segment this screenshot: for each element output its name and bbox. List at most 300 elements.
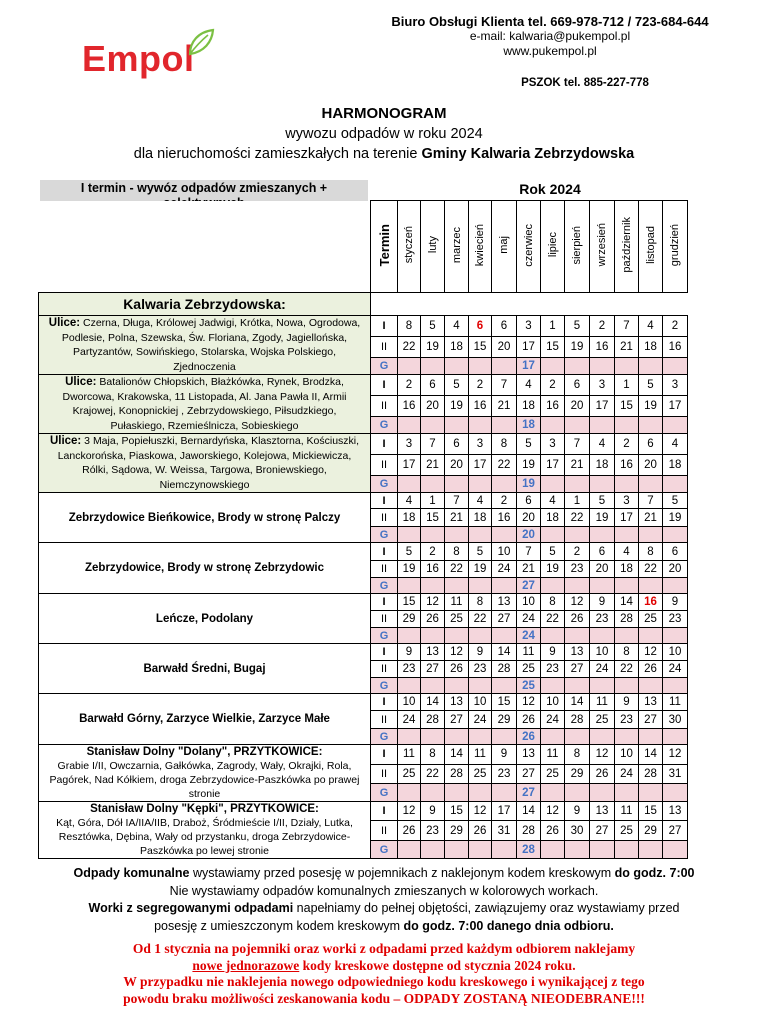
date-cell: 29 <box>398 611 421 628</box>
date-cell: 13 <box>421 644 445 661</box>
schedule-table <box>38 200 688 859</box>
date-cell <box>445 628 469 644</box>
date-cell: 22 <box>445 561 469 578</box>
date-cell: 24 <box>615 764 639 784</box>
date-cell: 2 <box>565 543 590 561</box>
date-cell <box>492 628 517 644</box>
date-cell: 17 <box>469 454 492 475</box>
date-cell: 12 <box>541 802 565 821</box>
date-cell <box>541 578 565 594</box>
area-title: Stanisław Dolny "Dolany", PRZYTKOWICE: <box>86 746 323 758</box>
date-cell: 8 <box>565 745 590 765</box>
date-cell: 5 <box>663 493 688 509</box>
date-cell: 9 <box>469 644 492 661</box>
date-cell <box>469 578 492 594</box>
term-header <box>371 201 398 293</box>
date-cell: 16 <box>639 594 663 611</box>
date-cell <box>469 527 492 543</box>
date-cell: 25 <box>517 678 541 694</box>
date-cell <box>469 678 492 694</box>
date-cell: 26 <box>639 661 663 678</box>
area-title: Zebrzydowice Bieńkowice, Brody w stronę Palczy <box>68 511 341 524</box>
date-cell: 17 <box>615 509 639 527</box>
date-cell: 9 <box>541 644 565 661</box>
year-label: Rok 2024 <box>519 181 581 197</box>
term-label: G <box>371 416 398 434</box>
date-cell: 16 <box>492 509 517 527</box>
month-label: lipiec <box>546 232 559 258</box>
month-label: październik <box>620 217 633 273</box>
date-cell: 18 <box>590 454 615 475</box>
date-cell: 21 <box>421 454 445 475</box>
date-cell <box>492 841 517 859</box>
date-cell: 9 <box>421 802 445 821</box>
date-cell: 23 <box>398 661 421 678</box>
date-cell: 9 <box>398 644 421 661</box>
date-cell: 12 <box>517 694 541 711</box>
date-cell <box>492 729 517 745</box>
date-cell: 22 <box>541 611 565 628</box>
area-cell <box>39 644 371 694</box>
date-cell: 6 <box>469 316 492 337</box>
date-cell: 6 <box>445 434 469 455</box>
barcode-warning <box>20 941 748 1007</box>
schedule-row-i <box>39 694 688 711</box>
date-cell: 20 <box>565 395 590 416</box>
date-cell: 16 <box>663 337 688 358</box>
pszok-phone: PSZOK tel. 885-227-778 <box>521 77 649 89</box>
date-cell: 23 <box>565 561 590 578</box>
date-cell: 14 <box>639 745 663 765</box>
date-cell: 18 <box>469 509 492 527</box>
date-cell <box>590 678 615 694</box>
date-cell: 10 <box>590 644 615 661</box>
date-cell: 12 <box>565 594 590 611</box>
schedule-row-i <box>39 745 688 765</box>
date-cell <box>445 729 469 745</box>
date-cell <box>541 841 565 859</box>
month-header <box>590 201 615 293</box>
month-label: sierpień <box>571 225 583 265</box>
date-cell: 12 <box>421 594 445 611</box>
term-label: I <box>371 316 398 337</box>
date-cell: 27 <box>639 711 663 729</box>
date-cell <box>663 475 688 493</box>
date-cell: 8 <box>492 434 517 455</box>
date-cell: 11 <box>469 745 492 765</box>
date-cell <box>590 358 615 375</box>
date-cell: 18 <box>445 337 469 358</box>
date-cell: 8 <box>615 644 639 661</box>
date-cell <box>398 578 421 594</box>
date-cell: 4 <box>615 543 639 561</box>
date-cell <box>639 527 663 543</box>
month-label: styczeń <box>403 226 415 264</box>
date-cell: 29 <box>639 821 663 841</box>
area-title: Barwałd Średni, Bugaj <box>143 662 266 675</box>
date-cell: 8 <box>398 316 421 337</box>
date-cell: 2 <box>615 434 639 455</box>
date-cell: 26 <box>590 764 615 784</box>
date-cell <box>398 841 421 859</box>
date-cell: 6 <box>517 493 541 509</box>
date-cell: 19 <box>421 337 445 358</box>
date-cell <box>615 358 639 375</box>
date-cell: 31 <box>492 821 517 841</box>
date-cell: 28 <box>639 764 663 784</box>
date-cell: 13 <box>492 594 517 611</box>
date-cell <box>398 475 421 493</box>
note-2: Nie wystawiamy odpadów komunalnych zmieszanych w kolorowych workach. <box>169 883 599 898</box>
date-cell <box>663 416 688 434</box>
date-cell: 27 <box>517 578 541 594</box>
area-streets: 3 Maja, Popiełuszki, Bernardyńska, Klasztorna, Kościuszki, Lanckorońska, Piaskowa, Jaworskiego, Kolejowa, Mickiewicza, Rólki, Sądowa, W. Weissa, Targowa, Broniewskiego, Niemczynowskiego <box>57 435 360 491</box>
area-cell <box>39 594 371 644</box>
date-cell: 25 <box>615 821 639 841</box>
date-cell <box>492 578 517 594</box>
date-cell: 29 <box>445 821 469 841</box>
date-cell: 18 <box>517 416 541 434</box>
term-label: II <box>371 611 398 628</box>
date-cell <box>469 416 492 434</box>
date-cell: 19 <box>445 395 469 416</box>
area-cell <box>39 802 371 859</box>
term-label: G <box>371 784 398 802</box>
date-cell: 20 <box>445 454 469 475</box>
date-cell: 20 <box>517 509 541 527</box>
area-lead: Ulice: <box>48 317 81 329</box>
date-cell <box>639 475 663 493</box>
date-cell: 10 <box>398 694 421 711</box>
date-cell <box>565 628 590 644</box>
term-label: II <box>371 711 398 729</box>
date-cell <box>615 678 639 694</box>
date-cell <box>663 628 688 644</box>
area-streets: Czerna, Długa, Królowej Jadwigi, Krótka, Nowa, Ogrodowa, Podlesie, Polna, Szewska, Św. Floriana, Zgody, Jagiellońska, Partyzantów, Sowińskiego, Stolarska, Wojska Polskiego, Zjednoczenia <box>61 317 361 373</box>
date-cell: 6 <box>565 375 590 396</box>
date-cell: 25 <box>517 661 541 678</box>
date-cell <box>398 729 421 745</box>
date-cell: 9 <box>590 594 615 611</box>
warning-line-1: Od 1 stycznia na pojemniki oraz worki z odpadami przed każdym odbiorem naklejamy <box>132 941 636 956</box>
area-streets: Batalionów Chłopskich, Błażkówka, Rynek, Brodzka, Dworcowa, Krakowska, 11 Listopada, Al. Jana Pawła II, Armii Krajowej, Konopnickiej , Zebrzydowskiego, Piłsudzkiego, Pułaskiego, Rzemieślnicza, Sobieskiego <box>62 376 347 432</box>
date-cell <box>590 729 615 745</box>
date-cell <box>492 784 517 802</box>
date-cell <box>565 527 590 543</box>
date-cell: 27 <box>565 661 590 678</box>
date-cell <box>492 358 517 375</box>
date-cell: 18 <box>398 509 421 527</box>
date-cell: 26 <box>445 661 469 678</box>
date-cell <box>590 841 615 859</box>
month-label: czerwiec <box>522 223 535 267</box>
date-cell: 27 <box>517 784 541 802</box>
email: e-mail: kalwaria@pukempol.pl <box>469 29 631 43</box>
term-label: II <box>371 764 398 784</box>
date-cell: 1 <box>615 375 639 396</box>
date-cell: 12 <box>590 745 615 765</box>
date-cell: 11 <box>445 594 469 611</box>
month-header <box>469 201 492 293</box>
date-cell: 13 <box>445 694 469 711</box>
location-header-row <box>39 293 688 316</box>
date-cell <box>492 527 517 543</box>
date-cell: 9 <box>565 802 590 821</box>
date-cell: 24 <box>517 628 541 644</box>
term-label: I <box>371 375 398 396</box>
date-cell <box>492 416 517 434</box>
date-cell: 22 <box>492 454 517 475</box>
warning-line-2: nowe jednorazowe kody kreskowe dostępne od stycznia 2024 roku. <box>192 957 576 973</box>
term-label: G <box>371 729 398 745</box>
date-cell <box>639 784 663 802</box>
term-header-text: Termin <box>376 223 392 267</box>
term-label: I <box>371 434 398 455</box>
date-cell: 23 <box>469 661 492 678</box>
area-title: Zebrzydowice, Brody w stronę Zebrzydowic <box>85 562 324 574</box>
date-cell: 25 <box>445 611 469 628</box>
warning-line-3: W przypadku nie naklejenia nowego odpowiedniego kodu kreskowego i wynikającej z tego <box>123 974 645 989</box>
date-cell: 6 <box>663 543 688 561</box>
date-cell: 25 <box>541 764 565 784</box>
date-cell: 10 <box>615 745 639 765</box>
date-cell: 1 <box>565 493 590 509</box>
date-cell <box>663 784 688 802</box>
date-cell: 23 <box>590 611 615 628</box>
date-cell: 2 <box>541 375 565 396</box>
date-cell: 12 <box>445 644 469 661</box>
date-cell: 18 <box>663 454 688 475</box>
title-area: dla nieruchomości zamieszkałych na terenie Gminy Kalwaria Zebrzydowska <box>133 146 635 162</box>
date-cell: 4 <box>541 493 565 509</box>
date-cell: 13 <box>663 802 688 821</box>
schedule-row-i <box>39 375 688 396</box>
date-cell: 15 <box>615 395 639 416</box>
date-cell: 15 <box>398 594 421 611</box>
date-cell: 16 <box>421 561 445 578</box>
schedule-row-i <box>39 543 688 561</box>
area-title: Leńcze, Podolany <box>155 612 254 625</box>
date-cell: 21 <box>565 454 590 475</box>
area-subtitle: Grabie I/II, Owczarnia, Gałkówka, Zagrody, Wały, Okrajki, Rola, Pagórek, Nad Kółkiem, droga Zebrzydowice-Paszkówka po prawej stronie <box>49 760 360 800</box>
date-cell <box>469 358 492 375</box>
date-cell: 26 <box>469 821 492 841</box>
date-cell <box>565 578 590 594</box>
date-cell: 18 <box>541 509 565 527</box>
date-cell: 29 <box>565 764 590 784</box>
date-cell <box>541 475 565 493</box>
date-cell: 26 <box>541 821 565 841</box>
term-label: I <box>371 493 398 509</box>
date-cell: 16 <box>541 395 565 416</box>
customer-service-phone: Biuro Obsługi Klienta tel. 669-978-712 / 723-684-644 <box>391 14 709 29</box>
date-cell: 22 <box>398 337 421 358</box>
area-cell <box>39 745 371 802</box>
date-cell: 11 <box>398 745 421 765</box>
term-label: I <box>371 594 398 611</box>
date-cell: 17 <box>590 395 615 416</box>
header-row <box>39 201 688 293</box>
schedule-row-i <box>39 594 688 611</box>
date-cell: 19 <box>517 475 541 493</box>
date-cell: 8 <box>445 543 469 561</box>
term-label: G <box>371 358 398 375</box>
date-cell <box>639 578 663 594</box>
area-lead: Ulice: <box>65 376 97 388</box>
date-cell: 11 <box>615 802 639 821</box>
date-cell: 16 <box>398 395 421 416</box>
date-cell: 8 <box>639 543 663 561</box>
date-cell: 5 <box>590 493 615 509</box>
date-cell: 17 <box>492 802 517 821</box>
date-cell: 5 <box>398 543 421 561</box>
date-cell: 18 <box>639 337 663 358</box>
date-cell: 20 <box>492 337 517 358</box>
empol-logo <box>82 38 195 80</box>
date-cell: 14 <box>517 802 541 821</box>
date-cell: 14 <box>565 694 590 711</box>
date-cell: 15 <box>541 337 565 358</box>
date-cell: 25 <box>639 611 663 628</box>
date-cell <box>469 784 492 802</box>
date-cell: 13 <box>565 644 590 661</box>
date-cell: 9 <box>492 745 517 765</box>
schedule-row-i <box>39 316 688 337</box>
term-label: II <box>371 509 398 527</box>
date-cell <box>421 527 445 543</box>
title-main: HARMONOGRAM <box>321 105 447 122</box>
location-header: Kalwaria Zebrzydowska: <box>39 293 371 316</box>
date-cell: 2 <box>590 316 615 337</box>
date-cell: 2 <box>469 375 492 396</box>
date-cell <box>421 841 445 859</box>
date-cell <box>639 678 663 694</box>
date-cell: 11 <box>517 644 541 661</box>
date-cell: 26 <box>565 611 590 628</box>
date-cell: 14 <box>615 594 639 611</box>
term-label: I <box>371 802 398 821</box>
date-cell: 20 <box>421 395 445 416</box>
date-cell: 28 <box>445 764 469 784</box>
date-cell <box>445 416 469 434</box>
date-cell <box>639 358 663 375</box>
date-cell <box>492 678 517 694</box>
date-cell: 4 <box>445 316 469 337</box>
date-cell: 3 <box>615 493 639 509</box>
date-cell: 7 <box>565 434 590 455</box>
term-label: II <box>371 661 398 678</box>
date-cell: 3 <box>663 375 688 396</box>
area-lead: Ulice: <box>49 435 82 447</box>
date-cell: 24 <box>492 561 517 578</box>
date-cell: 28 <box>492 661 517 678</box>
date-cell <box>469 475 492 493</box>
legend-term-1: I termin - wywóz odpadów zmieszanych + <box>40 180 368 214</box>
note-4: posesję z umieszczonym kodem kreskowym do godz. 7:00 danego dnia odbioru. <box>154 918 614 933</box>
date-cell: 11 <box>663 694 688 711</box>
date-cell: 30 <box>565 821 590 841</box>
date-cell: 27 <box>590 821 615 841</box>
leaf-icon <box>186 28 216 56</box>
date-cell <box>590 527 615 543</box>
date-cell <box>421 784 445 802</box>
month-label: kwiecień <box>474 223 486 267</box>
date-cell: 22 <box>639 561 663 578</box>
date-cell: 17 <box>517 358 541 375</box>
area-title: Barwałd Górny, Zarzyce Wielkie, Zarzyce Małe <box>79 713 330 725</box>
term-label: G <box>371 475 398 493</box>
date-cell <box>398 358 421 375</box>
date-cell <box>445 841 469 859</box>
date-cell <box>590 628 615 644</box>
date-cell: 21 <box>615 337 639 358</box>
date-cell: 12 <box>398 802 421 821</box>
date-cell: 9 <box>615 694 639 711</box>
schedule-row-i <box>39 802 688 821</box>
date-cell: 14 <box>445 745 469 765</box>
date-cell: 19 <box>398 561 421 578</box>
date-cell <box>492 475 517 493</box>
date-cell: 7 <box>492 375 517 396</box>
date-cell: 27 <box>663 821 688 841</box>
date-cell: 20 <box>663 561 688 578</box>
area-cell <box>39 316 371 375</box>
month-header <box>517 201 541 293</box>
date-cell: 8 <box>541 594 565 611</box>
month-header <box>663 201 688 293</box>
logo-text: Empol <box>82 38 195 79</box>
date-cell: 5 <box>469 543 492 561</box>
area-subtitle: Kąt, Góra, Dół IA/IIA/IIB, Draboż, Śródmieście I/II, Działy, Lutka, Resztówka, Dębina, Wały od przystanku, droga Zebrzydowice-Paszkówka po lewej stronie <box>56 817 353 857</box>
date-cell: 22 <box>469 611 492 628</box>
date-cell: 27 <box>492 611 517 628</box>
date-cell: 28 <box>565 711 590 729</box>
month-header <box>398 201 421 293</box>
date-cell <box>541 416 565 434</box>
area-cell <box>39 375 371 434</box>
date-cell <box>590 578 615 594</box>
date-cell: 31 <box>663 764 688 784</box>
warning-line-4: powodu braku możliwości zeskanowania kodu – ODPADY ZOSTANĄ NIEODEBRANE!!! <box>123 990 645 1006</box>
date-cell: 3 <box>590 375 615 396</box>
date-cell: 26 <box>421 611 445 628</box>
header-blank <box>39 201 371 293</box>
date-cell: 15 <box>421 509 445 527</box>
note-1: Odpady komunalne wystawiamy przed posesję w pojemnikach z naklejonym kodem kreskowym do godz. 7:00 <box>73 866 695 880</box>
date-cell: 23 <box>615 711 639 729</box>
month-header <box>541 201 565 293</box>
date-cell: 25 <box>398 764 421 784</box>
date-cell: 26 <box>398 821 421 841</box>
date-cell: 23 <box>492 764 517 784</box>
date-cell: 27 <box>445 711 469 729</box>
date-cell <box>663 358 688 375</box>
date-cell: 17 <box>663 395 688 416</box>
date-cell: 10 <box>517 594 541 611</box>
date-cell <box>565 678 590 694</box>
website: www.pukempol.pl <box>503 44 597 58</box>
date-cell: 12 <box>663 745 688 765</box>
date-cell <box>590 475 615 493</box>
date-cell: 14 <box>492 644 517 661</box>
date-cell <box>663 678 688 694</box>
term-label: G <box>371 841 398 859</box>
date-cell: 7 <box>639 493 663 509</box>
month-header <box>565 201 590 293</box>
date-cell: 12 <box>639 644 663 661</box>
date-cell: 23 <box>663 611 688 628</box>
date-cell: 11 <box>590 694 615 711</box>
